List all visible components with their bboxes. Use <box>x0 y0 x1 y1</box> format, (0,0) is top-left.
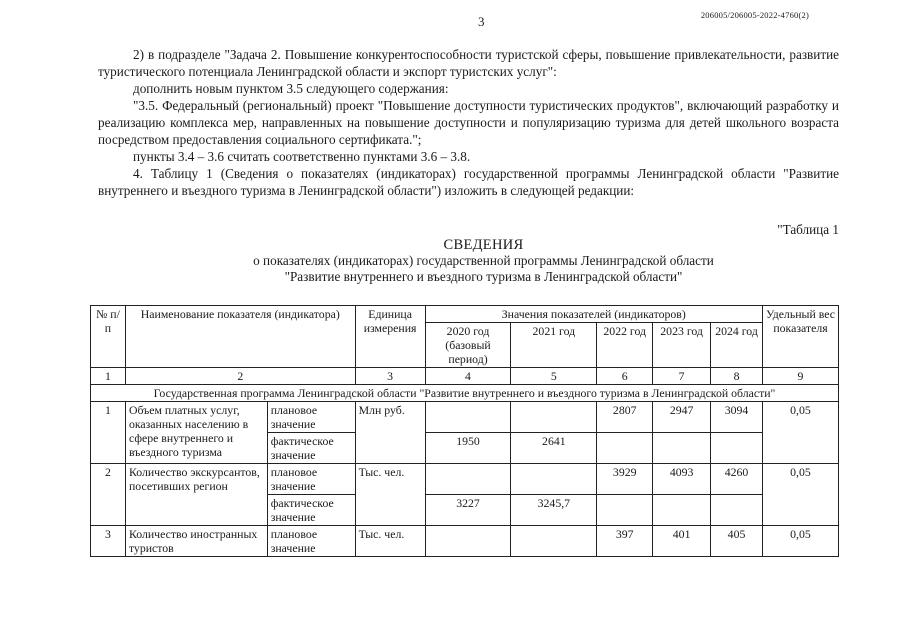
header-values-group: Значения показателей (индикаторов) <box>425 306 762 323</box>
header-num: № п/п <box>91 306 126 368</box>
column-number: 6 <box>597 368 653 385</box>
program-title: Государственная программа Ленинградской области "Развитие внутреннего и въездного туризма в Ленинградской области" <box>91 385 839 402</box>
column-number: 5 <box>511 368 597 385</box>
header-year: 2023 год <box>653 323 711 368</box>
row-number: 3 <box>91 526 126 557</box>
value-cell <box>597 433 653 464</box>
table-row <box>91 464 839 495</box>
document-code: 206005/206005-2022-4760(2) <box>700 10 809 20</box>
header-unit: Единица измерения <box>355 306 425 368</box>
column-number: 2 <box>125 368 355 385</box>
value-cell <box>511 402 597 433</box>
column-number-row <box>91 368 839 385</box>
value-cell <box>653 433 711 464</box>
column-number: 3 <box>355 368 425 385</box>
value-cell: 3245,7 <box>511 495 597 526</box>
body-text <box>98 46 839 199</box>
paragraph: 2) в подразделе "Задача 2. Повышение конкурентоспособности туристской сферы, повышение привлекательности, развитие туристического потенциала Ленинградской области и экспорт туристских услуг": <box>98 47 839 79</box>
value-cell: 2947 <box>653 402 711 433</box>
header-weight: Удельный вес показателя <box>762 306 838 368</box>
paragraph: "3.5. Федеральный (региональный) проект "Повышение доступности туристических продуктов", включающий разработку и реализацию комплекса мер, направленных на повышение доступности и популяризацию туризма для детей школьного возраста посредством предоставления социального сертификата."; <box>98 98 839 147</box>
value-cell: 405 <box>711 526 763 557</box>
header-name: Наименование показателя (индикатора) <box>125 306 355 368</box>
column-number: 1 <box>91 368 126 385</box>
heading-title: СВЕДЕНИЯ <box>443 237 524 253</box>
program-row <box>91 385 839 402</box>
unit: Тыс. чел. <box>355 526 425 557</box>
value-cell <box>597 495 653 526</box>
value-cell: 1950 <box>425 433 511 464</box>
plan-label: плановое значение <box>267 464 355 495</box>
column-number: 8 <box>711 368 763 385</box>
value-cell <box>425 402 511 433</box>
value-cell: 4260 <box>711 464 763 495</box>
table-row <box>91 526 839 557</box>
value-cell: 3094 <box>711 402 763 433</box>
value-cell: 401 <box>653 526 711 557</box>
value-cell <box>425 526 511 557</box>
paragraph: пункты 3.4 – 3.6 считать соответственно пунктами 3.6 – 3.8. <box>133 149 471 164</box>
value-cell <box>653 495 711 526</box>
value-cell <box>511 464 597 495</box>
value-cell <box>711 495 763 526</box>
header-year: 2020 год (базовый период) <box>425 323 511 368</box>
weight-value: 0,05 <box>762 464 838 526</box>
row-number: 1 <box>91 402 126 464</box>
indicator-name: Количество иностранных туристов <box>125 526 267 557</box>
unit: Тыс. чел. <box>355 464 425 526</box>
value-cell: 4093 <box>653 464 711 495</box>
weight-value: 0,05 <box>762 526 838 557</box>
table-row <box>91 402 839 433</box>
paragraph: дополнить новым пунктом 3.5 следующего содержания: <box>133 81 449 96</box>
column-number: 7 <box>653 368 711 385</box>
table-heading <box>98 237 869 285</box>
indicators-table <box>90 305 839 557</box>
value-cell <box>425 464 511 495</box>
row-number: 2 <box>91 464 126 526</box>
header-year: 2024 год <box>711 323 763 368</box>
weight-value: 0,05 <box>762 402 838 464</box>
header-year: 2022 год <box>597 323 653 368</box>
heading-line: "Развитие внутреннего и въездного туризма в Ленинградской области" <box>284 269 683 284</box>
fact-label: фактическое значение <box>267 495 355 526</box>
column-number: 4 <box>425 368 511 385</box>
value-cell: 397 <box>597 526 653 557</box>
heading-line: о показателях (индикаторах) государственной программы Ленинградской области <box>253 253 714 268</box>
fact-label: фактическое значение <box>267 433 355 464</box>
value-cell <box>711 433 763 464</box>
paragraph: 4. Таблицу 1 (Сведения о показателях (индикаторах) государственной программы Ленинградской области "Развитие внутреннего и въездного туризма в Ленинградской области") изложить в следующей редакции: <box>98 166 839 198</box>
value-cell: 3227 <box>425 495 511 526</box>
plan-label: плановое значение <box>267 402 355 433</box>
indicator-name: Количество экскурсантов, посетивших регион <box>125 464 267 526</box>
header-year: 2021 год <box>511 323 597 368</box>
unit: Млн руб. <box>355 402 425 464</box>
value-cell: 3929 <box>597 464 653 495</box>
value-cell <box>511 526 597 557</box>
indicator-name: Объем платных услуг, оказанных населению в сфере внутреннего и въездного туризма <box>125 402 267 464</box>
table-reference: "Таблица 1 <box>777 222 839 237</box>
table-header-row <box>91 306 839 323</box>
column-number: 9 <box>762 368 838 385</box>
plan-label: плановое значение <box>267 526 355 557</box>
value-cell: 2641 <box>511 433 597 464</box>
page-number: 3 <box>478 14 485 29</box>
value-cell: 2807 <box>597 402 653 433</box>
